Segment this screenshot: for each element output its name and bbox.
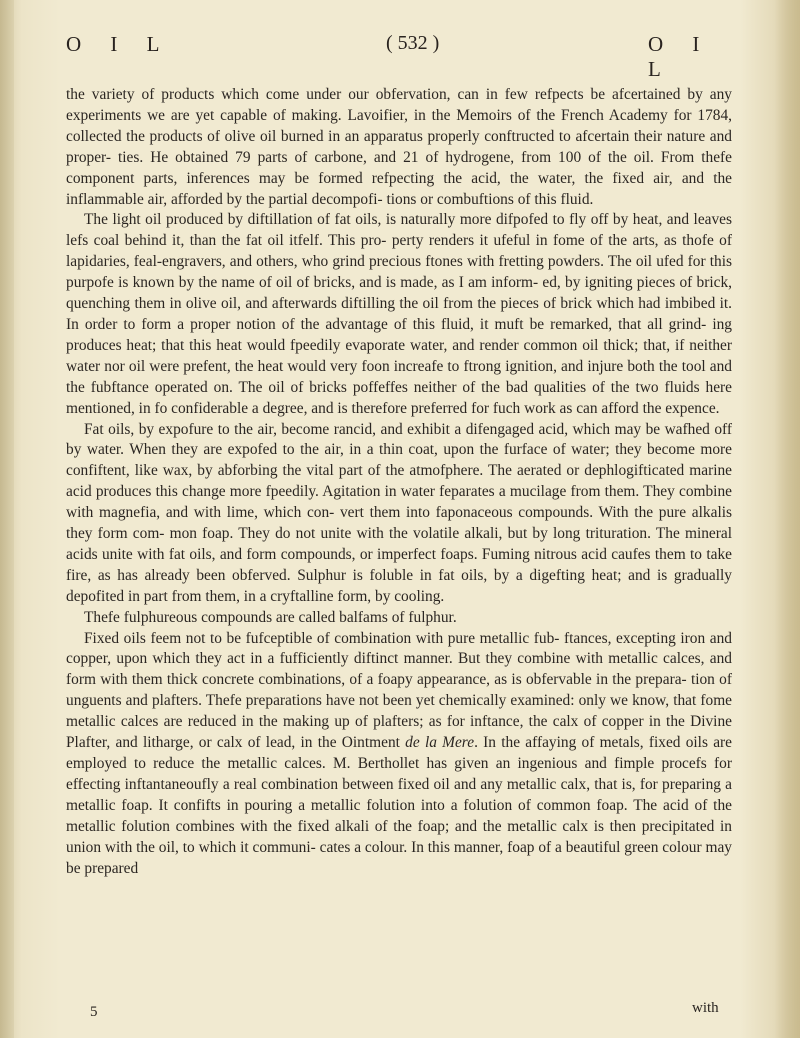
paragraph: The light oil produced by diftillation of fat oils, is naturally more difpofed to fly off by heat, and leaves lefs coal behind it, than the fat oil itfelf. This pro- perty renders it ufeful in fome of the arts, as thofe of lapidaries, feal-engravers, and others, who grind precious ftones with fretting powders. The oil ufed for this purpofe is known by the name of oil of bricks, and is made, as I am inform- ed, by igniting pieces of brick, quenching them in olive oil, and afterwards diftilling the oil from the pieces of brick which had imbibed it. In order to form a proper notion of the advantage of this fluid, it muft be remarked, that all grind- ing produces heat; that this heat would fpeedily evaporate water, and render common oil thick; that, if neither water nor oil were prefent, the heat would very foon increafe to ftrong ignition, and injure both the tool and the fubftance operated on. The oil of bricks poffeffes neither of the bad qualities of the two fluids here mentioned, in fo confiderable a degree, and is therefore preferred for fuch work as can afford the expence. [66,211,732,417]
header-left-title: O I L [66,32,172,56]
paragraph: Fat oils, by expofure to the air, become rancid, and exhibit a difengaged acid, which may be wafhed off by water. When they are expofed to the air, in a thin coat, upon the furface of water; they become more confiftent, like wax, by abforbing the vital part of the atmofphere. The aerated or dephlogifticated marine acid produces this change more fpeedily. Agitation in water feparates a mucilage from them. They combine with magnefia, and with lime, which con- vert them into faponaceous compounds. With the pure alkalis they form com- mon foap. They do not unite with the volatile alkali, but by long trituration. The mineral acids unite with fat oils, and form compounds, or imperfect foaps. Fuming nitrous acid caufes them to take fire, as has already been obferved. Sulphur is foluble in fat oils, by a digefting heat; and is gradually depofited in part from them, in a cryftalline form, by cooling. [66,420,732,605]
binding-edge [0,0,14,1038]
ointment-name: de la Mere [405,734,475,752]
body-text [66,85,732,879]
paragraph-text-tail: . In the affaying of metals, fixed oils are employed to reduce the metallic calces. M. Berthollet has given an ingenious and fimple procefs for effecting inftantaneoufly a real combination between fixed oil and any metallic calx, that is, for preparing a metallic foap. It confifts in pouring a metallic folution into a folution of common foap. The acid of the metallic folution combines with the fixed alkali of the foap; and the metallic calx is then precipitated in union with the oil, to which it communi- cates a colour. In this manner, foap of a beautiful green colour may be prepared [66,734,732,877]
catchword: with [692,1000,719,1016]
page-edge-shadow [774,0,800,1038]
paragraph-text: Fixed oils feem not to be fufceptible of combination with pure metallic fub- ftances, excepting iron and copper, upon which they act in a fufficiently diftinct manner. But they combine with metallic calces, and form with them thick concrete combinations, of a foapy appearance, as is obfervable in the prepara- tion of unguents and plafters. Thefe preparations have not been yet chemically examined: only we know, that fome metallic calces are reduced in the making up of plafters; as for inftance, the calx of copper in the Divine Plafter, and litharge, or calx of lead, in the Ointment [66,629,732,752]
signature-mark: 5 [90,1004,98,1020]
paragraph: Thefe fulphureous compounds are called balfams of fulphur. [84,608,457,626]
paragraph: the variety of products which come under our obfervation, can in few refpects be afcertained by any experiments we are yet capable of making. Lavoifier, in the Memoirs of the French Academy for 1784, collected the products of olive oil burned in an apparatus properly conftructed to afcertain their nature and proper- ties. He obtained 79 parts of carbone, and 21 of hydrogene, from 100 of the oil. From thefe component parts, inferences may be formed refpecting the acid, the water, the fixed air, and the inflammable air, afforded by the partial decompofi- tions or combuftions of this fluid. [66,86,732,208]
running-header [60,24,740,81]
paragraph [66,629,732,880]
page-number: ( 532 ) [386,32,440,54]
header-right-title: O I L [648,32,712,81]
